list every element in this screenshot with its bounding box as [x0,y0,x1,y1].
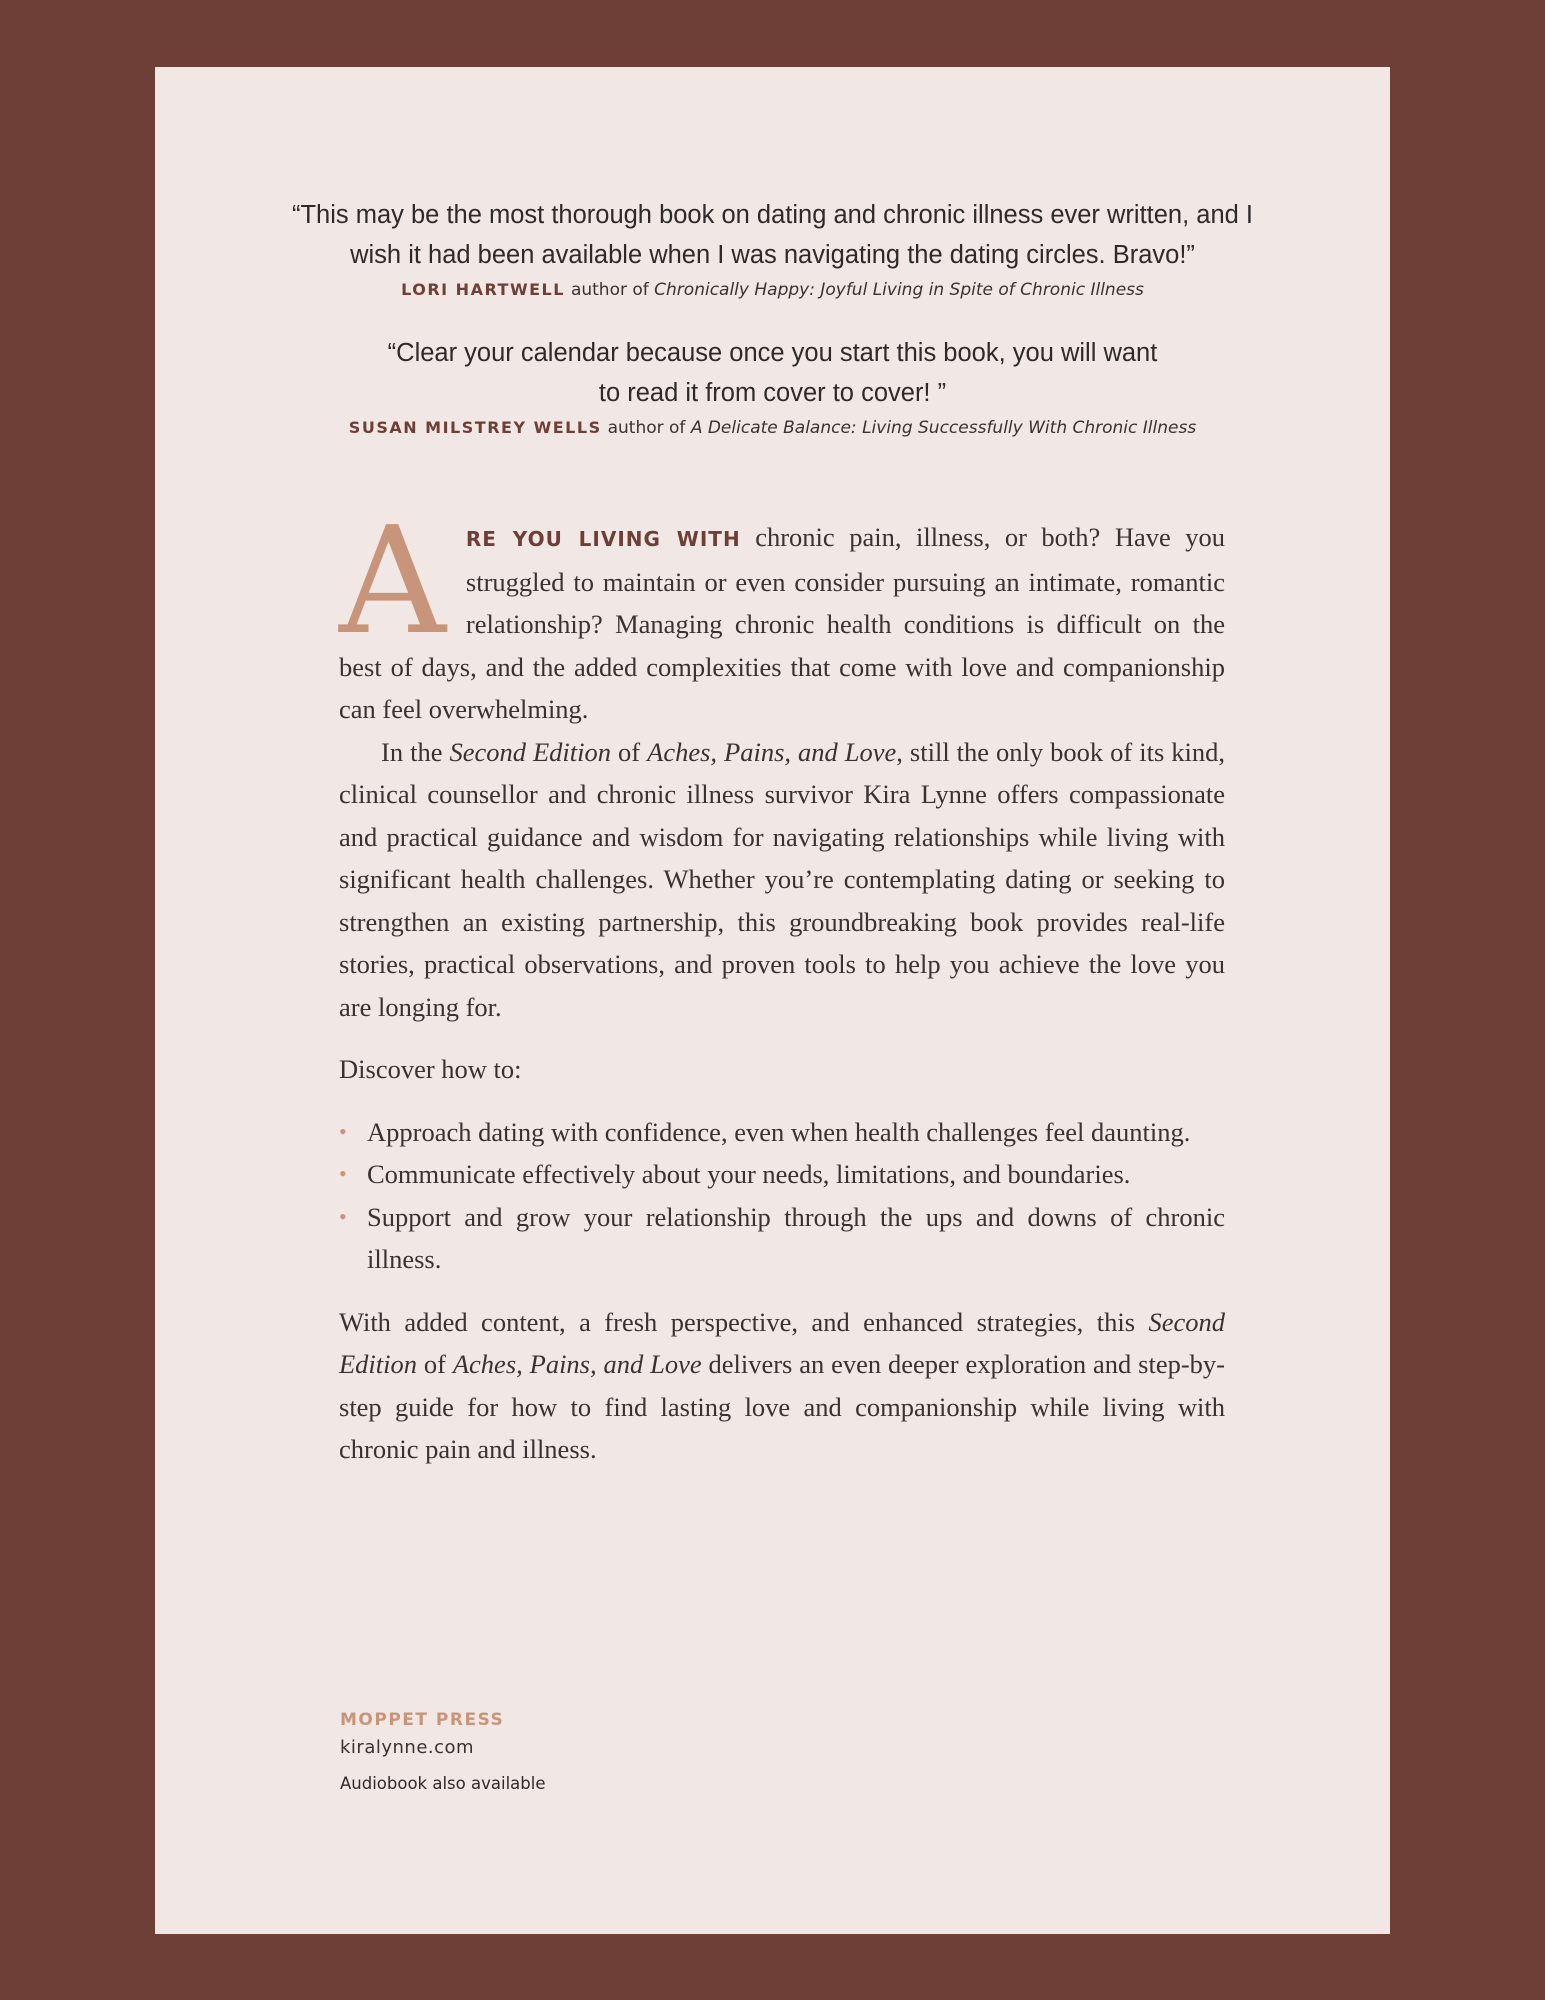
text-run: With added content, a fresh perspective, and enhanced strategies, this [339,1306,1136,1337]
endorsement-quote: “Clear your calendar because once you start this book, you will want to read it from cover to cover! ” [387,339,1158,407]
discover-heading: Discover how to: [339,1054,522,1084]
list-item [339,1153,1225,1196]
bullet-icon: • [339,1203,347,1229]
author-of-label: author of [570,280,649,300]
text-run: In the [381,736,443,767]
list-item-text: Support and grow your relationship through the ups and downs of chronic illness. [367,1201,1225,1274]
bullet-icon: • [339,1118,347,1144]
book-title: Aches, Pains, and Love [647,736,897,767]
edition-title: Second Edition [449,736,612,767]
closing-paragraph [339,1301,1225,1471]
text-run: of [618,736,641,767]
bullet-icon: • [339,1161,347,1186]
endorser-book-title: A Delicate Balance: Living Successfully With Chronic Illness [690,418,1197,438]
drop-cap: A [339,495,446,667]
text-run: of [423,1349,446,1379]
list-item [339,1111,1225,1154]
book-description [339,495,1226,1471]
book-back-cover [155,67,1390,1934]
lead-in: RE YOU LIVING WITH [465,527,741,551]
endorsement-attribution [155,277,1390,303]
endorser-book-title: Chronically Happy: Joyful Living in Spite of Chronic Illness [654,280,1144,300]
publisher-name: MOPPET PRESS [340,1710,505,1730]
text-run: delivers an even deeper exploration and step-by-step guide for how to find lasting love and companionship while living with chronic pain and illness. [339,1349,1226,1464]
publisher-footer [340,1707,545,1797]
list-item-text: Approach dating with confidence, even when health challenges feel daunting. [367,1116,1191,1147]
text-run: , still the only book of its kind, clinical counsellor and chronic illness survivor Kira Lynne offers compassionate and practical guidance and wisdom for navigating relationships while living with significant health challenges. Whether you’re contemplating dating or seeking to strengthen an existing partnership, this groundbreaking book provides real-life stories, practical observations, and proven tools to help you achieve the love you are longing for. [339,736,1226,1022]
list-item [339,1196,1225,1281]
intro-text: chronic pain, illness, or both? Have you struggled to maintain or even consider pursuing an intimate, romantic relationship? Managing chronic health conditions is difficult on the best of days, and the added complexities that come with love and companionship can feel overwhelming. [339,522,1226,724]
book-title: Aches, Pains, and Love [452,1349,702,1379]
description-paragraph [339,731,1225,1029]
intro-paragraph [339,495,1226,731]
audiobook-note: Audiobook also available [340,1774,546,1793]
author-of-label: author of [607,418,686,438]
edition-title: Second Edition [339,1306,1225,1379]
endorser-name: SUSAN MILSTREY WELLS [348,418,602,437]
endorser-name: LORI HARTWELL [401,280,565,299]
endorsements [155,195,1390,441]
endorsement-attribution [155,415,1390,441]
list-item-text: Communicate effectively about your needs, limitations, and boundaries. [367,1159,1131,1189]
website-url: kiralynne.com [340,1737,475,1758]
endorsement-quote: “This may be the most thorough book on dating and chronic illness ever written, and I wish it had been available when I was navigating the dating circles. Bravo!” [291,201,1254,269]
benefit-list [339,1111,1225,1281]
